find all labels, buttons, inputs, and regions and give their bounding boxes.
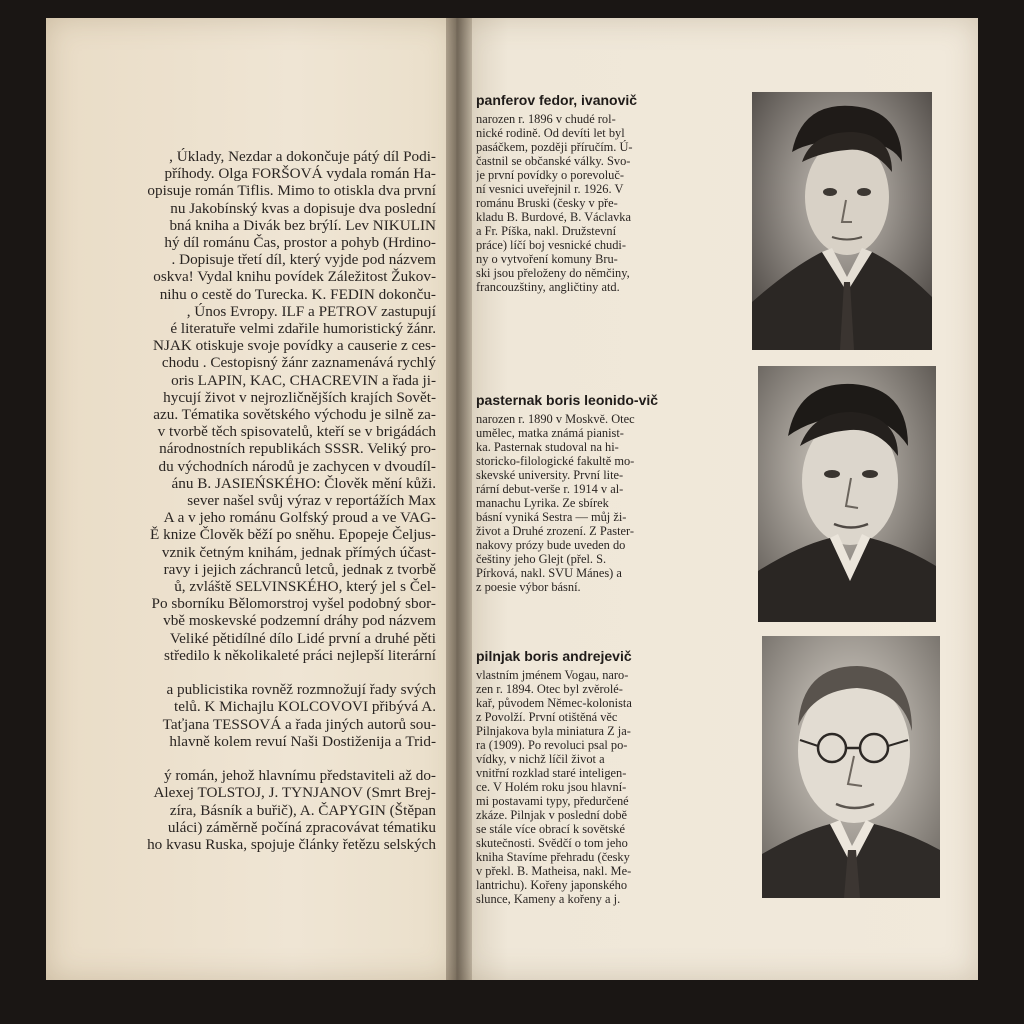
left-text-line: hycují život v nejrozličnějších krajích Sovět- [163,388,436,406]
left-text-line: azu. Tématika sovětského východu je silně za- [153,406,436,424]
left-text-line: zíra, Básník a buřič), A. ČAPYGIN (Štěpan [169,801,436,819]
bio-line: skutečnosti. Svědčí o tom jeho [476,836,628,850]
bio-line: častnil se občanské války. Svo- [476,154,631,168]
entry-bio [476,668,690,906]
bio-line: mi postavami typy, předurčené [476,794,629,808]
bio-line: kladu B. Burdové, B. Václavka [476,210,631,224]
bio-line: storicko-filologické fakultě mo- [476,454,635,468]
portrait-photo-pilnjak [762,636,940,898]
portrait-photo-pasternak [758,366,936,622]
left-text-line [46,750,436,767]
left-text-line [46,664,436,681]
portrait-pasternak-icon [758,366,936,622]
bio-line: nické rodině. Od devíti let byl [476,126,625,140]
bio-line: z poesie výbor básní. [476,580,581,594]
bio-line: a Fr. Píška, nakl. Družstevní [476,224,617,238]
bio-line: ka. Pasternak studoval na hi- [476,440,619,454]
entry-name: pilnjak boris andrejevič [476,648,632,664]
bio-line: ce. V Holém roku jsou hlavní- [476,780,627,794]
book-gutter [446,18,472,980]
bio-line: pasáčkem, později příručím. Ú- [476,140,633,154]
left-text-line: ý román, jehož hlavnímu představiteli až do- [163,767,436,785]
left-text-line: chodu . Cestopisný žánr zaznamenává rychlý [161,354,436,372]
bio-line: manachu Lyrika. Ze sbírek [476,496,609,510]
left-text-line: ů, zvláště SELVINSKÉHO, který jel s Čel- [174,578,436,596]
left-text-line: du východních národů je zachycen v dvoudíl- [158,457,436,475]
left-text-line: Taťjana TESSOVÁ a řada jiných autorů sou- [162,715,436,733]
bio-line: románu Bruski (česky v pře- [476,196,618,210]
bio-line: kař, původem Němec-kolonista [476,696,632,710]
entry-panferov [476,92,690,294]
left-text-line: ho kvasu Ruska, spojuje články řetězu selských [147,836,436,854]
bio-line: nakovy prózy bude uveden do [476,538,626,552]
bio-line: narozen r. 1896 v chudé rol- [476,112,616,126]
left-text-line: v tvorbě těch spisovatelů, kteří se v brigádách [157,423,436,441]
bio-line: ski jsou přeloženy do němčiny, [476,266,630,280]
bio-line: život a Druhé zrození. Z Paster- [476,524,635,538]
left-text-line: vbě moskevské podzemní dráhy pod názvem [163,612,436,630]
entry-name: panferov fedor, ivanovič [476,92,638,108]
left-text-line: sever našel svůj výraz v reportážích Max [187,492,436,510]
bio-line: Pírková, nakl. SVU Mánes) a [476,566,622,580]
bio-line: básní vyniká Sestra — můj ži- [476,510,627,524]
left-text-line: Alexej TOLSTOJ, J. TYNJANOV (Smrt Brej- [153,784,436,802]
bio-line: zen r. 1894. Otec byl zvěrolé- [476,682,623,696]
left-text-line: nu Jakobínský kvas a dopisuje dva poslední [170,199,436,217]
bio-line: vlastním jménem Vogau, naro- [476,668,629,682]
left-page [46,18,456,980]
bio-line: češtiny jeho Glejt (přel. S. [476,552,607,566]
left-text-line: bná kniha a Divák bez brýlí. Lev NIKULIN [169,216,436,234]
bio-line: je první povídky o porevoluč- [476,168,624,182]
left-text-line: příhody. Olga FORŠOVÁ vydala román Ha- [164,165,436,183]
bio-line: zkáze. Pilnjak v poslední době [476,808,628,822]
left-text-line: a publicistika rovněž rozmnožují řady svých [166,681,436,699]
left-text-line: Po sborníku Bělomorstroj vyšel podobný sbor- [151,595,436,613]
bio-line: v překl. B. Matheisa, nakl. Me- [476,864,632,878]
left-text-line: uláci) záměrně počíná zpracovávat tématiku [167,818,436,836]
left-text-line: . Dopisuje třetí díl, který vyjde pod názvem [171,251,436,269]
portrait-panferov-icon [752,92,932,350]
left-text-line: vznik četným knihám, jednak přímých účast- [161,543,436,561]
entry-pilnjak [476,648,690,906]
entry-bio [476,112,690,294]
bio-line: z Povolží. První otištěná věc [476,710,618,724]
left-text-line: , Únos Evropy. ILF a PETROV zastupují [186,302,436,320]
left-text-line: národnostních republikách SSSR. Veliký pro- [159,440,436,458]
left-text-line: opisuje román Tiflis. Mimo to otiskla dva první [147,182,436,200]
bio-line: ra (1909). Po revoluci psal po- [476,738,628,752]
left-text-line: telů. K Michajlu KOLCOVOVI přibývá A. [174,698,436,716]
left-text-line: ravy i jejich záchranců letců, jednak z tvorbě [163,560,436,578]
bio-line: skevské university. První lite- [476,468,624,482]
bio-line: rární debut-verše r. 1914 v al- [476,482,624,496]
left-text-line: , Úklady, Nezdar a dokončuje pátý díl Podi- [169,148,436,165]
bio-line: slunce, Kameny a kořeny a j. [476,892,621,906]
entry-pasternak [476,392,690,594]
bio-line: vídky, v nichž líčil život a [476,752,605,766]
bio-line: vnitřní rozklad staré inteligen- [476,766,627,780]
left-text-line: hý díl románu Čas, prostor a pohyb (Hrdino- [164,234,436,252]
bio-line: se stále více obrací k sovětské [476,822,625,836]
bio-line: ní vesnici uveřejnil r. 1926. V [476,182,624,196]
entry-bio [476,412,690,594]
bio-line: práce) líčí boj vesnické chudi- [476,238,627,252]
left-text-line: Veliké pětidílné dílo Lidé první a druhé pěti [169,629,436,647]
bio-line: francouzštiny, angličtiny atd. [476,280,620,294]
left-text-line: oris LAPIN, KAC, CHACREVIN a řada ji- [171,371,436,389]
bio-line: Pilnjakova byla miniatura Z ja- [476,724,631,738]
left-text-line: é literatuře velmi zdařile humoristický žánr. [170,320,436,338]
left-text-line: nihu o cestě do Turecka. K. FEDIN dokonču- [159,285,436,303]
left-text-line: hlavně kolem revuí Naši Dostiženija a Trid- [169,732,436,750]
left-text-line: středilo k několikaleté práci nejlepší literární [163,646,436,664]
bio-line: umělec, matka známá pianist- [476,426,624,440]
entry-name: pasternak boris leonido-vič [476,392,659,408]
left-text-line: Ě knize Člověk běží po sněhu. Epopeje Čeljus- [150,526,436,544]
left-text-line: oskva! Vydal knihu povídek Záležitost Žukov- [153,268,436,286]
left-text-line: NJAK otiskuje svoje povídky a causerie z ces- [152,337,436,355]
portrait-photo-panferov [752,92,932,350]
bio-line: ny o vytvoření komuny Bru- [476,252,618,266]
bio-line: kniha Stavíme přehradu (česky [476,850,630,864]
bio-line: lantrichu). Kořeny japonského [476,878,628,892]
left-text-line: A a v jeho románu Golfský proud a ve VAG- [163,509,436,527]
bio-line: narozen r. 1890 v Moskvě. Otec [476,412,635,426]
left-page-text [46,148,436,853]
portrait-pilnjak-icon [762,636,940,898]
left-text-line: ánu B. JASIEŃSKÉHO: Člověk mění kůži. [171,474,436,492]
